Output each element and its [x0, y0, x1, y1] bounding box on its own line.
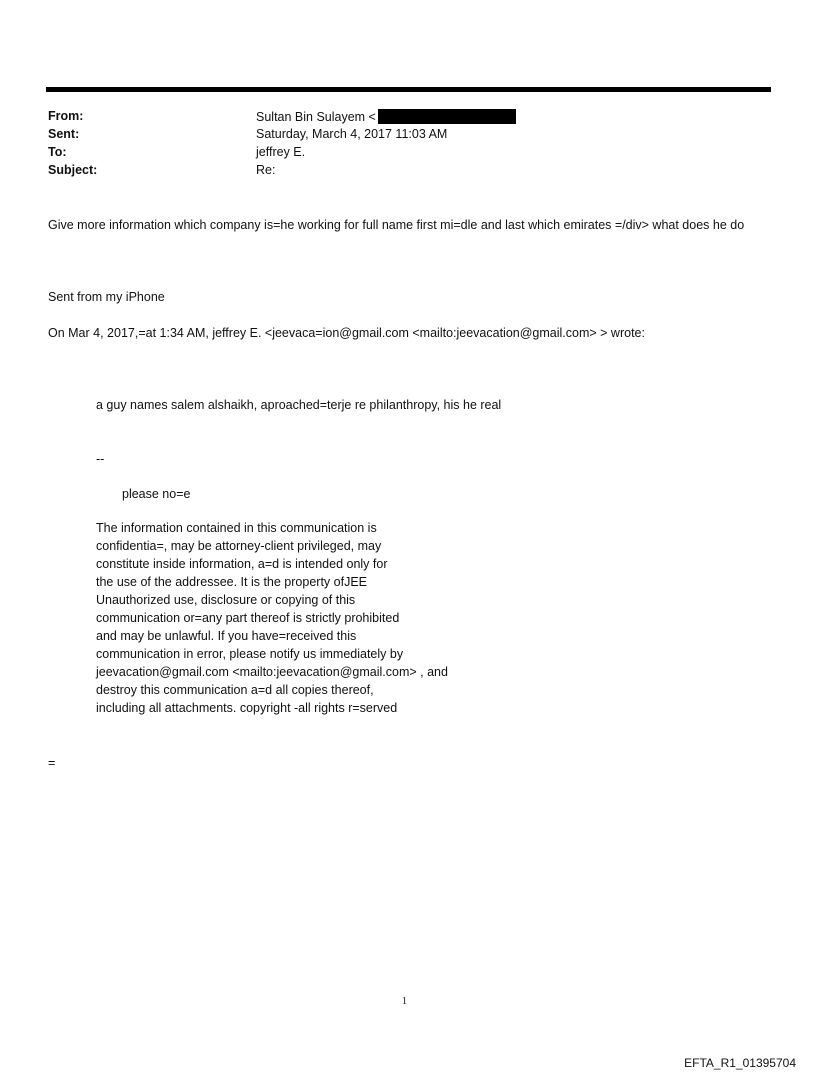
- disclaimer-line: Unauthorized use, disclosure or copying of this: [96, 593, 356, 607]
- email-body: Give more information which company is=he working for full name first mi=dle and last which emirates =/div> what does he do: [48, 218, 745, 232]
- disclaimer-line: destroy this communication a=d all copies thereof,: [96, 683, 374, 697]
- document-id: EFTA_R1_01395704: [684, 1056, 796, 1070]
- signature: Sent from my iPhone: [48, 290, 165, 304]
- quote-intro: On Mar 4, 2017,=at 1:34 AM, jeffrey E. <jeevaca=ion@gmail.com <mailto:jeevacation@gmail.com> > wrote:: [48, 326, 645, 340]
- separator: --: [96, 452, 105, 466]
- disclaimer-line: confidentia=, may be attorney-client privileged, may: [96, 539, 382, 553]
- trailing-char: =: [48, 756, 56, 770]
- redaction-box: [378, 109, 516, 124]
- disclaimer-line: and may be unlawful. If you have=received this: [96, 629, 357, 643]
- disclaimer-line: constitute inside information, a=d is intended only for: [96, 557, 388, 571]
- to-label: To:: [48, 145, 67, 159]
- disclaimer-line: jeevacation@gmail.com <mailto:jeevacation@gmail.com> , and: [96, 665, 448, 679]
- disclaimer: [96, 519, 448, 717]
- page-number: 1: [402, 996, 407, 1007]
- sent-value: Saturday, March 4, 2017 11:03 AM: [256, 127, 448, 141]
- disclaimer-line: the use of the addressee. It is the property ofJEE: [96, 575, 367, 589]
- disclaimer-line: including all attachments. copyright -all rights r=served: [96, 701, 398, 715]
- disclaimer-line: communication or=any part thereof is strictly prohibited: [96, 611, 400, 625]
- from-value: [256, 109, 516, 125]
- quoted-message: a guy names salem alshaikh, aproached=terje re philanthropy, his he real: [96, 398, 502, 412]
- from-label: From:: [48, 109, 84, 123]
- from-name: Sultan Bin Sulayem <: [256, 110, 376, 124]
- subject-label: Subject:: [48, 163, 98, 177]
- please-note: please no=e: [122, 487, 191, 501]
- header-rule: [46, 87, 771, 92]
- subject-value: Re:: [256, 163, 276, 177]
- sent-label: Sent:: [48, 127, 80, 141]
- disclaimer-line: The information contained in this communication is: [96, 521, 377, 535]
- to-value: jeffrey E.: [256, 145, 306, 159]
- disclaimer-line: communication in error, please notify us immediately by: [96, 647, 404, 661]
